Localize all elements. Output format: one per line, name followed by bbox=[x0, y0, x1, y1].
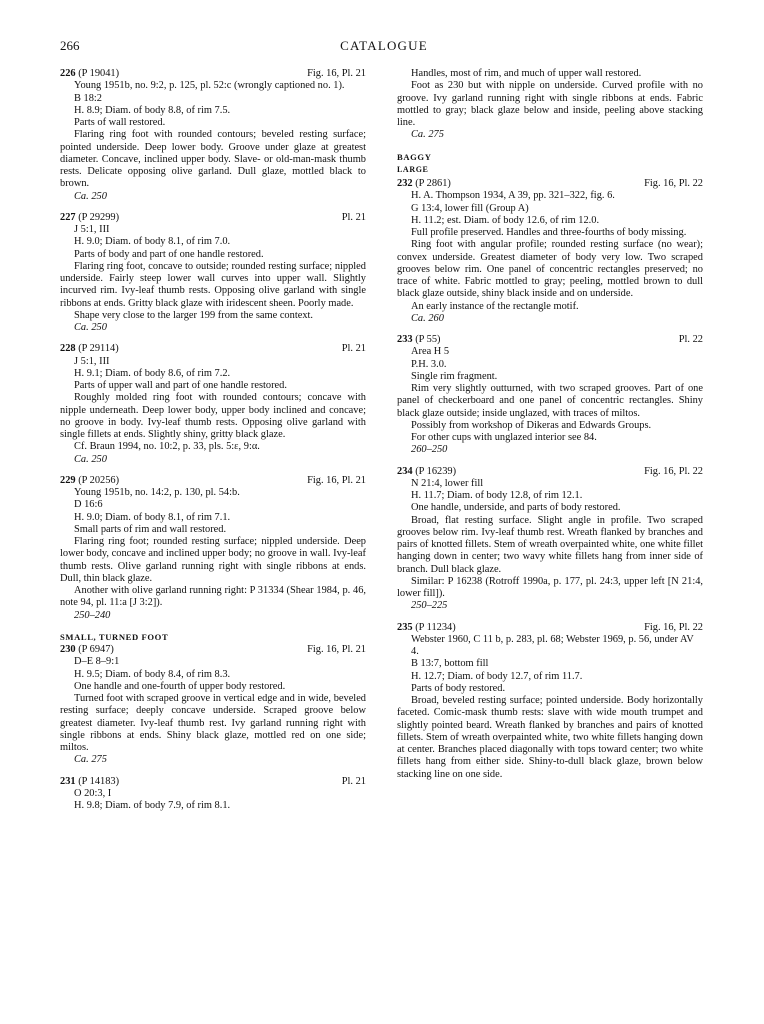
entry-231-continued bbox=[397, 68, 703, 142]
subsection-heading-large: LARGE bbox=[397, 164, 429, 174]
section-heading-baggy: BAGGY bbox=[397, 151, 432, 162]
entry-date: 250–225 bbox=[411, 600, 448, 612]
entry-text: Cf. Braun 1994, no. 10:2, p. 33, pls. 5:ε, 9:α. bbox=[74, 441, 260, 453]
entry-id bbox=[397, 334, 441, 346]
entry-date: Ca. 250 bbox=[74, 190, 107, 202]
entry-detail: H. 11.7; Diam. of body 12.8, of rim 12.1. bbox=[411, 490, 583, 501]
figure-reference: Pl. 21 bbox=[341, 775, 366, 787]
entry-text: Foot as 230 but with nipple on underside. Curved profile with no groove. Ivy garland running right with single ribbons at ends. Fabric mottled to gray; black glaze below and inside, peeling above stacking line. bbox=[397, 80, 703, 128]
figure-reference: Fig. 16, Pl. 21 bbox=[307, 644, 366, 655]
catalogue-entry-232 bbox=[397, 178, 703, 325]
entry-heading bbox=[397, 178, 703, 190]
entry-heading bbox=[60, 68, 366, 80]
entry-detail: H. 11.2; est. Diam. of body 12.6, of rim 12.0. bbox=[411, 214, 600, 226]
entry-detail: D 16:6 bbox=[74, 499, 103, 511]
figure-reference: Pl. 22 bbox=[678, 334, 703, 345]
entry-text: Broad, beveled resting surface; pointed underside. Body horizontally faceted. Comic-mask thumb rests: slave with wide mouth trumpet and slightly pointed beard. Wreath flanked by branches and pairs of knotted fillets. Stem of wreath overpainted white, two white fillets hanging down at center. Branches placed diagonally with tops toward center; two white fillets hang from either side. Shiny-to-dull black glaze, brown below stacking line on one side. bbox=[397, 695, 703, 780]
entry-detail: Young 1951b, no. 9:2, p. 125, pl. 52:c (wrongly captioned no. 1). bbox=[74, 80, 345, 92]
entry-text: An early instance of the rectangle motif. bbox=[411, 300, 579, 312]
entry-detail: H. 9.0; Diam. of body 8.1, of rim 7.1. bbox=[74, 511, 231, 523]
entry-heading bbox=[60, 644, 366, 656]
catalogue-entry-228 bbox=[60, 343, 366, 466]
entry-id bbox=[60, 475, 119, 487]
entry-text: Similar: P 16238 (Rotroff 1990a, p. 177, pl. 24:3, upper left [N 21:4, lower fill]). bbox=[397, 575, 703, 599]
page-header bbox=[60, 38, 708, 56]
entry-id bbox=[60, 343, 119, 355]
entry-text: Flaring ring foot, concave to outside; rounded resting surface; nippled underside. Fairly steep lower wall curves into upper wall. Slightly incurved rim. Ivy-leaf thumb rests. Opposing olive garland with single ribbons at ends. Gritty black glaze with iridescent sheen. Poorly made. bbox=[60, 260, 366, 309]
entry-date: Ca. 250 bbox=[74, 322, 107, 333]
entry-heading bbox=[60, 475, 366, 487]
entry-id bbox=[397, 622, 456, 634]
entry-number: 226 bbox=[60, 68, 76, 79]
figure-reference: Fig. 16, Pl. 21 bbox=[307, 474, 366, 486]
entry-detail: B 13:7, bottom fill bbox=[411, 658, 489, 670]
entry-date: 260–250 bbox=[411, 444, 448, 456]
entry-detail: Parts of body and part of one handle restored. bbox=[74, 248, 264, 260]
entry-heading bbox=[397, 334, 703, 346]
entry-text: Ring foot with angular profile; rounded resting surface (no wear); convex underside. Greatest diameter of body very low. Two scraped grooves below rim. One panel of concentric rectangles preserved; no trace of white. Fabric mottled to gray; peeling, mottled brown to dull black glaze outside, shiny black inside and on underside. bbox=[397, 239, 703, 300]
entry-detail: G 13:4, lower fill (Group A) bbox=[411, 202, 529, 214]
entry-text: Handles, most of rim, and much of upper wall restored. bbox=[411, 68, 642, 79]
inventory-number: (P 29299) bbox=[78, 211, 120, 223]
inventory-number: (P 20256) bbox=[78, 474, 120, 486]
entry-detail: H. 9.5; Diam. of body 8.4, of rim 8.3. bbox=[74, 668, 231, 680]
running-title: CATALOGUE bbox=[340, 38, 428, 53]
catalogue-entry-230 bbox=[60, 644, 366, 767]
catalogue-entry-231 bbox=[60, 776, 366, 813]
entry-detail: Parts of wall restored. bbox=[74, 117, 166, 128]
entry-id bbox=[60, 212, 119, 224]
entry-detail: P.H. 3.0. bbox=[411, 358, 447, 370]
entry-text: Possibly from workshop of Dikeras and Edwards Groups. bbox=[411, 419, 652, 431]
entry-date: Ca. 275 bbox=[411, 129, 444, 141]
inventory-number: (P 6947) bbox=[78, 644, 114, 655]
entry-number: 234 bbox=[397, 465, 413, 477]
entry-number: 231 bbox=[60, 775, 76, 787]
entry-detail: D–E 8–9:1 bbox=[74, 656, 120, 668]
entry-id bbox=[60, 776, 119, 788]
catalogue-entry-235 bbox=[397, 622, 703, 781]
section-heading-small-turned-foot: SMALL, TURNED FOOT bbox=[60, 631, 169, 642]
entry-detail: One handle and one-fourth of upper body restored. bbox=[74, 680, 286, 692]
entry-text: Flaring ring foot with rounded contours; beveled resting surface; pointed underside. Deep lower body. Groove under glaze at greatest diameter. Concave, inclined upper body. Slave- or old-man-mask thumb rests. Delicate opposing olive garland. Dull glaze, mottled black to brown. bbox=[60, 129, 366, 190]
entry-detail: H. 12.7; Diam. of body 12.7, of rim 11.7. bbox=[411, 670, 583, 682]
catalogue-entry-229 bbox=[60, 475, 366, 622]
entry-id bbox=[397, 466, 456, 478]
entry-heading bbox=[60, 776, 366, 788]
entry-detail: B 18:2 bbox=[74, 92, 103, 104]
entry-date: Ca. 250 bbox=[74, 453, 107, 465]
inventory-number: (P 29114) bbox=[78, 343, 119, 355]
entry-text: Broad, flat resting surface. Slight angle in profile. Two scraped grooves below rim. Ivy-leaf thumb rest. Wreath flanked by branches and pairs of knotted fillets. Stem of wreath overpainted white, one white fillet hanging down in center; two wavy white fillets hang from inner side of branch. Dull black glaze. bbox=[397, 514, 703, 575]
entry-text: Another with olive garland running right: P 31334 (Shear 1984, p. 46, note 94, pl. 11:a [J 3:2]). bbox=[60, 585, 366, 609]
entry-number: 235 bbox=[397, 621, 413, 633]
entry-detail: H. 9.0; Diam. of body 8.1, of rim 7.0. bbox=[74, 236, 231, 248]
inventory-number: (P 55) bbox=[415, 334, 441, 345]
entry-detail: H. 9.8; Diam. of body 7.9, of rim 8.1. bbox=[74, 800, 231, 811]
entry-id bbox=[60, 68, 119, 80]
inventory-number: (P 11234) bbox=[415, 621, 456, 633]
entry-detail: O 20:3, I bbox=[74, 787, 112, 799]
figure-reference: Fig. 16, Pl. 22 bbox=[644, 178, 703, 189]
entry-detail: Young 1951b, no. 14:2, p. 130, pl. 54:b. bbox=[74, 487, 240, 498]
page-number: 266 bbox=[60, 38, 80, 53]
catalogue-entry-234 bbox=[397, 466, 703, 613]
left-column bbox=[60, 68, 366, 821]
entry-date: 250–240 bbox=[74, 609, 111, 621]
entry-detail: Parts of upper wall and part of one handle restored. bbox=[74, 380, 287, 391]
entry-detail: Single rim fragment. bbox=[411, 370, 498, 382]
figure-reference: Fig. 16, Pl. 21 bbox=[307, 68, 366, 79]
entry-detail: H. 8.9; Diam. of body 8.8, of rim 7.5. bbox=[74, 104, 231, 116]
entry-number: 229 bbox=[60, 474, 76, 486]
figure-reference: Fig. 16, Pl. 22 bbox=[644, 465, 703, 477]
entry-heading bbox=[397, 622, 703, 634]
entry-detail: H. A. Thompson 1934, A 39, pp. 321–322, fig. 6. bbox=[411, 190, 615, 202]
entry-heading bbox=[397, 466, 703, 478]
entry-detail: N 21:4, lower fill bbox=[411, 477, 484, 489]
entry-text: Rim very slightly outturned, with two scraped grooves. Part of one panel of checkerboard and one panel of concentric rectangles. Shiny black glaze outside; inside unglazed, with traces of miltos. bbox=[397, 383, 703, 419]
entry-detail: One handle, underside, and parts of body restored. bbox=[411, 502, 621, 514]
entry-detail: Webster 1960, C 11 b, p. 283, pl. 68; Webster 1969, p. 56, under AV 4. bbox=[411, 633, 694, 657]
entry-text: Roughly molded ring foot with rounded contours; concave with nipple underneath. Deep lower body, upper body inclined and concave; no groove in body. Ivy-leaf thumb rests. Opposing olive garland with single fillets at ends. Slightly shiny, gritty black glaze. bbox=[60, 392, 366, 440]
figure-reference: Pl. 21 bbox=[341, 211, 366, 223]
catalogue-entry-233 bbox=[397, 334, 703, 457]
catalogue-entry-227 bbox=[60, 212, 366, 335]
entry-detail: J 5:1, III bbox=[74, 224, 110, 235]
entry-text: Full profile preserved. Handles and three-fourths of body missing. bbox=[411, 227, 687, 238]
inventory-number: (P 2861) bbox=[415, 178, 451, 189]
entry-text: For other cups with unglazed interior see 84. bbox=[411, 432, 597, 443]
figure-reference: Fig. 16, Pl. 22 bbox=[644, 621, 703, 633]
inventory-number: (P 14183) bbox=[78, 775, 120, 787]
inventory-number: (P 16239) bbox=[415, 465, 457, 477]
entry-date: Ca. 275 bbox=[74, 754, 107, 766]
entry-detail: Area H 5 bbox=[411, 346, 450, 358]
right-column bbox=[397, 68, 703, 790]
entry-heading bbox=[60, 212, 366, 224]
entry-number: 227 bbox=[60, 211, 76, 223]
figure-reference: Pl. 21 bbox=[341, 343, 366, 355]
entry-id bbox=[60, 644, 114, 656]
entry-text: Shape very close to the larger 199 from the same context. bbox=[74, 309, 314, 321]
entry-number: 230 bbox=[60, 644, 76, 655]
entry-id bbox=[397, 178, 451, 190]
inventory-number: (P 19041) bbox=[78, 68, 120, 79]
entry-number: 228 bbox=[60, 343, 76, 355]
entry-heading bbox=[60, 343, 366, 355]
entry-number: 233 bbox=[397, 334, 413, 345]
entry-number: 232 bbox=[397, 178, 413, 189]
entry-detail: J 5:1, III bbox=[74, 355, 110, 367]
entry-detail: Parts of body restored. bbox=[411, 682, 506, 694]
entry-text: Flaring ring foot; rounded resting surface; nippled underside. Deep lower body, concave and inclined upper body; no groove in wall. Ivy-leaf thumb rests. Olive garland running right with single ribbons at ends. Dull, thin black glaze. bbox=[60, 536, 366, 584]
entry-date: Ca. 260 bbox=[411, 312, 444, 324]
catalogue-entry-226 bbox=[60, 68, 366, 203]
entry-detail: Small parts of rim and wall restored. bbox=[74, 523, 227, 535]
entry-text: Turned foot with scraped groove in vertical edge and in wide, beveled resting surface; deeply concave underside. Scraped groove below greatest diameter. Ivy-leaf thumb rest. Ivy garland running right with single ribbons at ends. Shiny black glaze, mottled red on one side; miltos. bbox=[60, 693, 366, 753]
entry-detail: H. 9.1; Diam. of body 8.6, of rim 7.2. bbox=[74, 367, 231, 379]
